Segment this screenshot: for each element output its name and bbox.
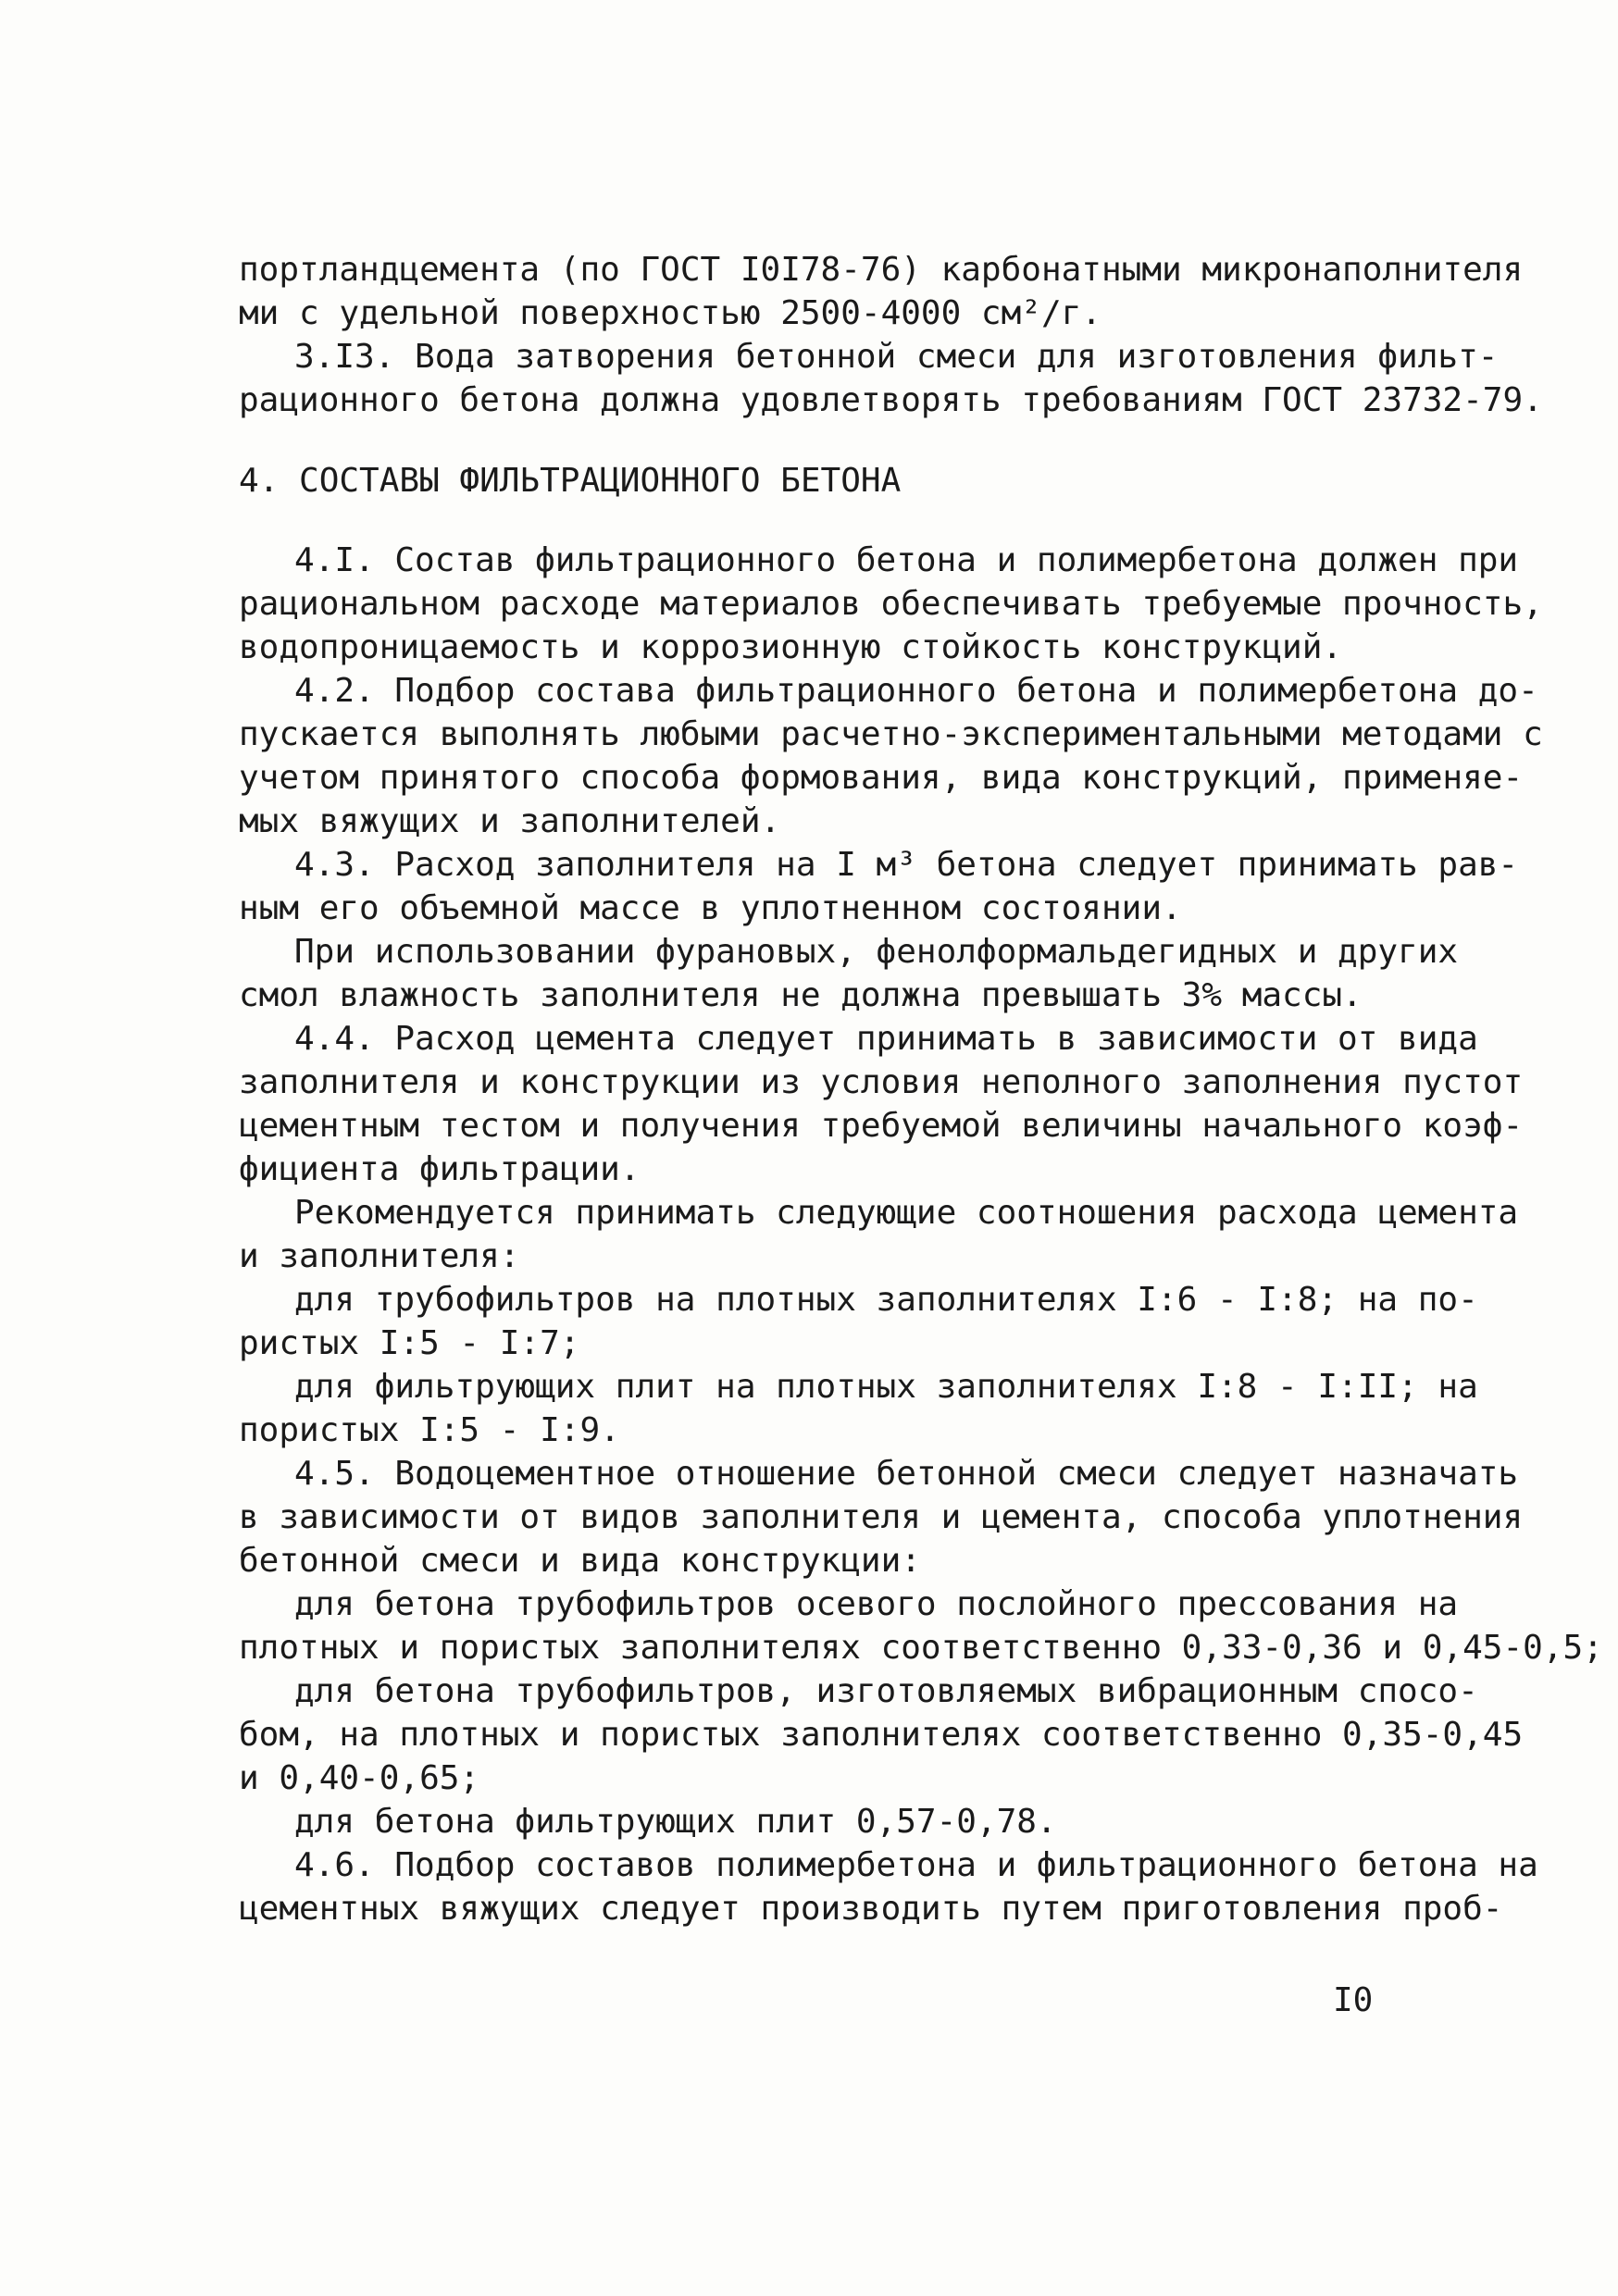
text-line: фициента фильтрации. xyxy=(239,1150,641,1188)
text-line: 4.6. Подбор составов полимербетона и фильтрационного бетона на xyxy=(294,1846,1538,1884)
text-line: ристых I:5 - I:7; xyxy=(239,1324,580,1362)
text-line: портландцемента (по ГОСТ I0I78-76) карбонатными микронаполнителя xyxy=(239,251,1524,289)
text-line: плотных и пористых заполнителях соответственно 0,33-0,36 и 0,45-0,5; xyxy=(239,1629,1603,1667)
text-line: бом, на плотных и пористых заполнителях соответственно 0,35-0,45 xyxy=(239,1716,1524,1754)
text-line: водопроницаемость и коррозионную стойкость конструкций. xyxy=(239,628,1343,666)
text-line: ми с удельной поверхностью 2500-4000 см²/г. xyxy=(239,294,1101,332)
text-line: ным его объемной массе в уплотненном состоянии. xyxy=(239,889,1182,927)
text-line: 4.4. Расход цемента следует принимать в зависимости от вида xyxy=(294,1020,1478,1058)
text-line: для бетона трубофильтров осевого послойного прессования на xyxy=(294,1585,1459,1623)
text-line: 4.2. Подбор состава фильтрационного бетона и полимербетона до- xyxy=(294,672,1538,710)
text-line: мых вяжущих и заполнителей. xyxy=(239,802,781,840)
text-line: 3.I3. Вода затворения бетонной смеси для изготовления фильт- xyxy=(294,338,1499,376)
text-line: заполнителя и конструкции из условия неполного заполнения пустот xyxy=(239,1063,1524,1101)
text-line: смол влажность заполнителя не должна превышать 3% массы. xyxy=(239,976,1363,1014)
text-line: 4.I. Состав фильтрационного бетона и полимербетона должен при xyxy=(294,541,1519,579)
text-line: учетом принятого способа формования, вида конструкций, применяе- xyxy=(239,759,1524,797)
text-line: 4.5. Водоцементное отношение бетонной смеси следует назначать xyxy=(294,1455,1519,1493)
text-line: Рекомендуется принимать следующие соотношения расхода цемента xyxy=(294,1194,1519,1232)
text-line: цементных вяжущих следует производить путем приготовления проб- xyxy=(239,1890,1503,1928)
text-line: пористых I:5 - I:9. xyxy=(239,1411,620,1449)
text-line: для бетона трубофильтров, изготовляемых вибрационным спосо- xyxy=(294,1672,1478,1710)
text-line: для трубофильтров на плотных заполнителях I:6 - I:8; на по- xyxy=(294,1281,1478,1319)
text-line: рациональном расходе материалов обеспечивать требуемые прочность, xyxy=(239,585,1543,623)
text-line: пускается выполнять любыми расчетно-экспериментальными методами с xyxy=(239,715,1543,753)
text-line: рационного бетона должна удовлетворять требованиям ГОСТ 23732-79. xyxy=(239,381,1543,419)
text-line: и заполнителя: xyxy=(239,1237,520,1275)
text-line: При использовании фурановых, фенолформальдегидных и других xyxy=(294,933,1459,971)
text-line: в зависимости от видов заполнителя и цемента, способа уплотнения xyxy=(239,1498,1524,1536)
text-line: бетонной смеси и вида конструкции: xyxy=(239,1542,921,1580)
text-line: и 0,40-0,65; xyxy=(239,1759,480,1797)
text-line: 4.3. Расход заполнителя на I м³ бетона следует принимать рав- xyxy=(294,846,1519,884)
section-heading: 4. СОСТАВЫ ФИЛЬТРАЦИОННОГО БЕТОНА xyxy=(239,462,902,500)
text-line: для бетона фильтрующих плит 0,57-0,78. xyxy=(294,1803,1057,1841)
text-line: для фильтрующих плит на плотных заполнителях I:8 - I:II; на xyxy=(294,1368,1478,1406)
page-number: I0 xyxy=(1333,1981,1374,2019)
text-line: цементным тестом и получения требуемой величины начального коэф- xyxy=(239,1107,1524,1145)
